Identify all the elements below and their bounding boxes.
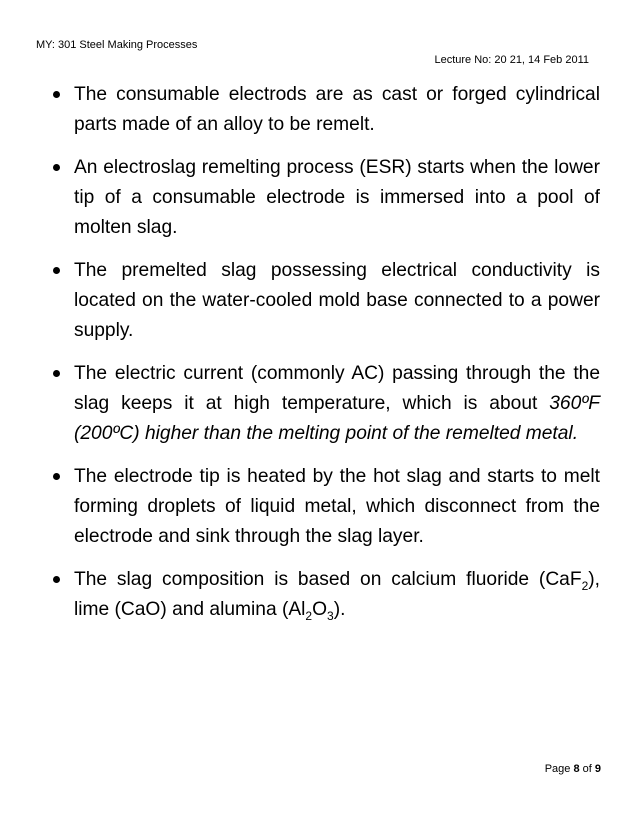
subscript: 3 — [327, 608, 334, 623]
bullet-text — [74, 569, 600, 623]
bullet-text: The electrode tip is heated by the hot slag and starts to melt forming droplets of liquid metal, which disconnect from the electrode and sink through the slag layer. — [74, 466, 600, 547]
bullet-item — [46, 565, 600, 625]
header-course-title: MY: 301 Steel Making Processes — [36, 39, 198, 51]
bullet-text-regular: The electric current (commonly AC) passing through the the slag keeps it at high temperature, which is about — [74, 363, 600, 414]
bullet-item — [46, 359, 600, 449]
bullet-dot-icon — [53, 370, 60, 377]
subscript: 2 — [305, 608, 313, 623]
text-segment: ). — [333, 599, 346, 620]
page-footer — [545, 762, 601, 776]
header-lecture-info: Lecture No: 20 21, 14 Feb 2011 — [434, 54, 589, 66]
page-total: 9 — [594, 763, 601, 775]
bullet-item — [46, 462, 600, 552]
text-segment: The slag composition is based on calcium fluoride (CaF — [74, 569, 582, 590]
bullet-text: An electroslag remelting process (ESR) starts when the lower tip of a consumable electrode is immersed into a pool of molten slag. — [74, 157, 600, 238]
bullet-dot-icon — [53, 164, 60, 171]
bullet-dot-icon — [53, 91, 60, 98]
text-segment: O — [312, 599, 328, 620]
bullet-item — [46, 153, 600, 243]
bullet-text: The premelted slag possessing electrical conductivity is located on the water-cooled mold base connected to a power supply. — [74, 260, 600, 341]
bullet-text — [74, 363, 600, 444]
page-label: Page — [544, 763, 574, 775]
bullet-dot-icon — [53, 576, 60, 583]
page-number: 8 — [573, 763, 580, 775]
bullet-dot-icon — [53, 473, 60, 480]
bullet-text-italic: 360ºF (200ºC) higher than the melting point of the remelted metal. — [74, 393, 600, 444]
bullet-list — [46, 80, 600, 638]
bullet-item — [46, 80, 600, 140]
text-segment: ), lime (CaO) and alumina (Al — [74, 569, 600, 620]
bullet-item — [46, 256, 600, 346]
bullet-text: The consumable electrods are as cast or forged cylindrical parts made of an alloy to be remelt. — [74, 84, 600, 135]
subscript: 2 — [581, 578, 589, 593]
page-of-label: of — [579, 763, 595, 775]
bullet-dot-icon — [53, 267, 60, 274]
